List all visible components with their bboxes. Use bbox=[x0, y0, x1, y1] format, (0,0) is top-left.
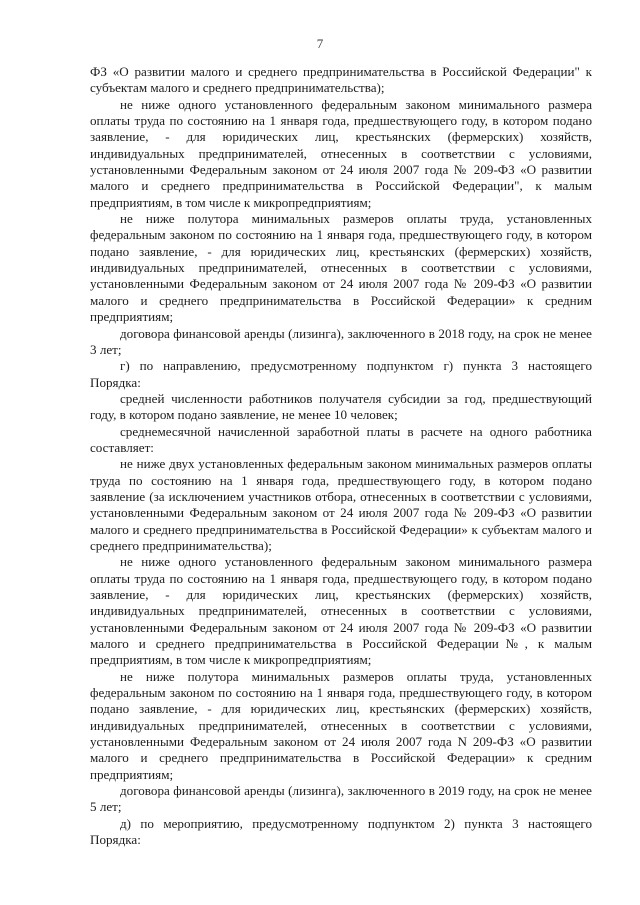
paragraph-12: д) по мероприятию, предусмотренному подпунктом 2) пункта 3 настоящего Порядка: bbox=[90, 815, 592, 848]
paragraph-10: не ниже полутора минимальных размеров оплаты труда, установленных федеральным законом по состоянию на 1 января года, предшествующего году, в котором подано заявление, - для юридических лиц, крестьянских (фермерских) хозяйств, индивидуальных предпринимателей, отнесенных в соответствии с условиями, установленными Федеральным законом от 24 июля 2007 года N 209-ФЗ «О развитии малого и среднего предпринимательства в Российской Федерации» к средним предприятиям; bbox=[90, 668, 592, 782]
paragraph-7: среднемесячной начисленной заработной платы в расчете на одного работника составляет: bbox=[90, 423, 592, 455]
paragraph-2: не ниже одного установленного федеральным законом минимального размера оплаты труда по состоянию на 1 января года, предшествующего году, в котором подано заявление, - для юридических лиц, крестьянских (фермерских) хозяйств, индивидуальных предпринимателей, отнесенных в соответствии с условиями, установленными Федеральным законом от 24 июля 2007 года № 209-ФЗ «О развитии малого и среднего предпринимательства в Российской Федерации", к малым предприятиям, в том числе к микропредприятиям; bbox=[90, 96, 592, 210]
paragraph-9: не ниже одного установленного федеральным законом минимального размера оплаты труда по состоянию на 1 января года, предшествующего году, в котором подано заявление, - для юридических лиц, крестьянских (фермерских) хозяйств, индивидуальных предпринимателей, отнесенных в соответствии с условиями, установленными Федеральным законом от 24 июля 2007 года № 209-ФЗ «О развитии малого и среднего предпринимательства в Российской Федерации№, к малым предприятиям, в том числе к микропредприятиям; bbox=[90, 554, 592, 668]
paragraph-1: ФЗ «О развитии малого и среднего предпринимательства в Российской Федерации" к субъектам малого и среднего предпринимательства); bbox=[90, 64, 592, 96]
paragraph-8: не ниже двух установленных федеральным законом минимальных размеров оплаты труда по состоянию на 1 января года, предшествующего году, в котором подано заявление (за исключением участников отбора, отнесенных в соответствии с условиями, установленными Федеральным законом от 24 июля 2007 года № 209-ФЗ «О развитии малого и среднего предпринимательства в Российской Федерации» к субъектам малого и среднего предпринимательства); bbox=[90, 456, 592, 553]
page-number: 7 bbox=[316, 36, 324, 51]
paragraph-3: не ниже полутора минимальных размеров оплаты труда, установленных федеральным законом по состоянию на 1 января года, предшествующего году, в котором подано заявление, - для юридических лиц, крестьянских (фермерских) хозяйств, индивидуальных предпринимателей, отнесенных в соответствии с условиями, установленными Федеральным законом от 24 июля 2007 года № 209-ФЗ «О развитии малого и среднего предпринимательства в Российской Федерации» к средним предприятиям; bbox=[90, 211, 592, 325]
paragraph-11: договора финансовой аренды (лизинга), заключенного в 2019 году, на срок не менее 5 лет; bbox=[90, 783, 592, 815]
document-body bbox=[90, 64, 592, 849]
paragraph-5: г) по направлению, предусмотренному подпунктом г) пункта 3 настоящего Порядка: bbox=[90, 358, 592, 390]
paragraph-6: средней численности работников получателя субсидии за год, предшествующий году, в котором подано заявление, не менее 10 человек; bbox=[90, 390, 592, 423]
paragraph-4: договора финансовой аренды (лизинга), заключенного в 2018 году, на срок не менее 3 лет; bbox=[90, 325, 592, 357]
